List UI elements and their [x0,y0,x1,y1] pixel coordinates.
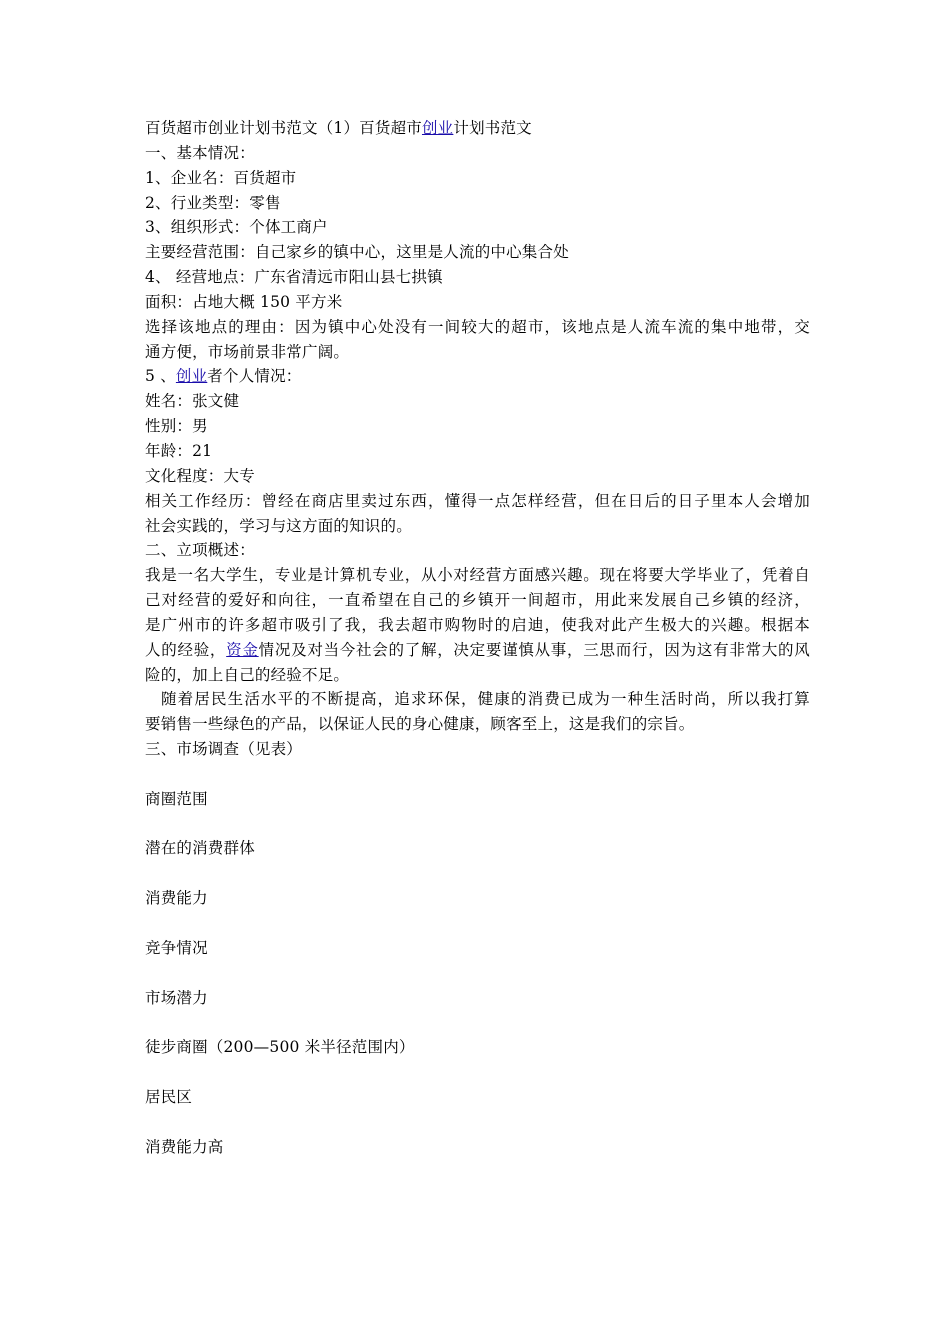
line-text: 主要经营范围：自己家乡的镇中心，这里是人流的中心集合处 [145,243,569,262]
blank-line [145,1010,810,1035]
line-text: 5 、 [145,367,176,386]
paragraph-line [145,712,810,737]
hyperlink[interactable]: 创业 [175,367,208,386]
paragraph-line [145,215,810,240]
table-cell-text: 消费能力高 [145,1137,224,1156]
line-text: 人的经验， [145,640,227,659]
paragraph-line [145,191,810,216]
line-text: 险的，加上自己的经验不足。 [145,665,350,684]
blank-line [145,762,810,787]
line-text: 社会实践的，学习与这方面的知识的。 [145,516,412,535]
line-text: 1、企业名：百货超市 [145,168,297,187]
blank-line [145,911,810,936]
line-text: 文化程度：大专 [145,466,255,485]
paragraph-line [145,116,810,141]
paragraph-line [145,141,810,166]
paragraph-line [145,439,810,464]
paragraph-line [145,514,810,539]
paragraph-line [145,166,810,191]
paragraph-line [145,613,810,638]
line-text: 我是一名大学生，专业是计算机专业，从小对经营方面感兴趣。现在将要大学毕业了，凭着自 [145,566,810,585]
line-text: 面积：占地大概 150 平方米 [145,292,343,311]
line-text: 己对经营的爱好和向往，一直希望在自己的乡镇开一间超市，用此来发展自己乡镇的经济， [145,591,810,610]
table-cell-text: 竞争情况 [145,938,208,957]
line-text: 4、 经营地点：广东省清远市阳山县七拱镇 [145,268,443,287]
paragraph-line [145,364,810,389]
table-cell-text: 商圈范围 [145,789,208,808]
line-text: 计划书范文 [453,119,532,137]
paragraph-line [145,265,810,290]
line-text: 选择该地点的理由：因为镇中心处没有一间较大的超市，该地点是人流车流的集中地带，交 [145,317,810,336]
table-cell-text: 市场潜力 [145,988,208,1007]
line-text: 2、行业类型：零售 [145,193,281,212]
line-text: 性别：男 [145,417,208,436]
line-text: 相关工作经历：曾经在商店里卖过东西，懂得一点怎样经营，但在日后的日子里本人会增加 [145,491,810,510]
paragraph-line [145,663,810,688]
blank-line [145,961,810,986]
line-text: 三、市场调查（见表） [145,740,303,759]
paragraph-line [145,489,810,514]
blank-line [145,812,810,837]
paragraph-line [145,737,810,762]
table-cell-text: 居民区 [145,1087,193,1106]
blank-line [145,1110,810,1135]
paragraph-line [145,638,810,663]
blank-line [145,861,810,886]
line-text: 姓名：张文健 [145,392,240,411]
line-text: 一、基本情况： [145,143,255,162]
line-text: 情况及对当今社会的了解，决定要谨慎从事，三思而行，因为这有非常大的风 [258,640,810,659]
hyperlink[interactable]: 资金 [226,640,259,659]
table-cell-text: 潜在的消费群体 [145,839,255,858]
line-text: 3、组织形式：个体工商户 [145,218,328,237]
paragraph-line [145,290,810,315]
line-text: 随着居民生活水平的不断提高，追求环保，健康的消费已成为一种生活时尚，所以我打算 [161,690,810,709]
paragraph-line [145,389,810,414]
line-text: 百货超市创业计划书范文（1）百货超市 [145,119,422,137]
document-page [145,116,810,1159]
line-text: 年龄：21 [145,441,213,460]
line-text: 通方便，市场前景非常广阔。 [145,342,350,361]
paragraph-line [145,240,810,265]
paragraph-line [145,588,810,613]
paragraph-line [145,315,810,340]
line-text: 二、立项概述： [145,541,255,560]
paragraph-line [145,563,810,588]
line-text: 要销售一些绿色的产品，以保证人民的身心健康，顾客至上，这是我们的宗旨。 [145,715,695,734]
paragraph-line [145,464,810,489]
hyperlink[interactable]: 创业 [421,119,454,137]
line-text: 是广州市的许多超市吸引了我，我去超市购物时的启迪，使我对此产生极大的兴趣。根据本 [145,615,810,634]
blank-line [145,1060,810,1085]
paragraph-line [145,340,810,365]
table-cell-text: 消费能力 [145,889,208,908]
line-text: 者个人情况： [207,367,302,386]
paragraph-line [145,538,810,563]
paragraph-line [145,687,810,712]
table-cell-text: 徒步商圈（200—500 米半径范围内） [145,1038,415,1057]
paragraph-line [145,414,810,439]
